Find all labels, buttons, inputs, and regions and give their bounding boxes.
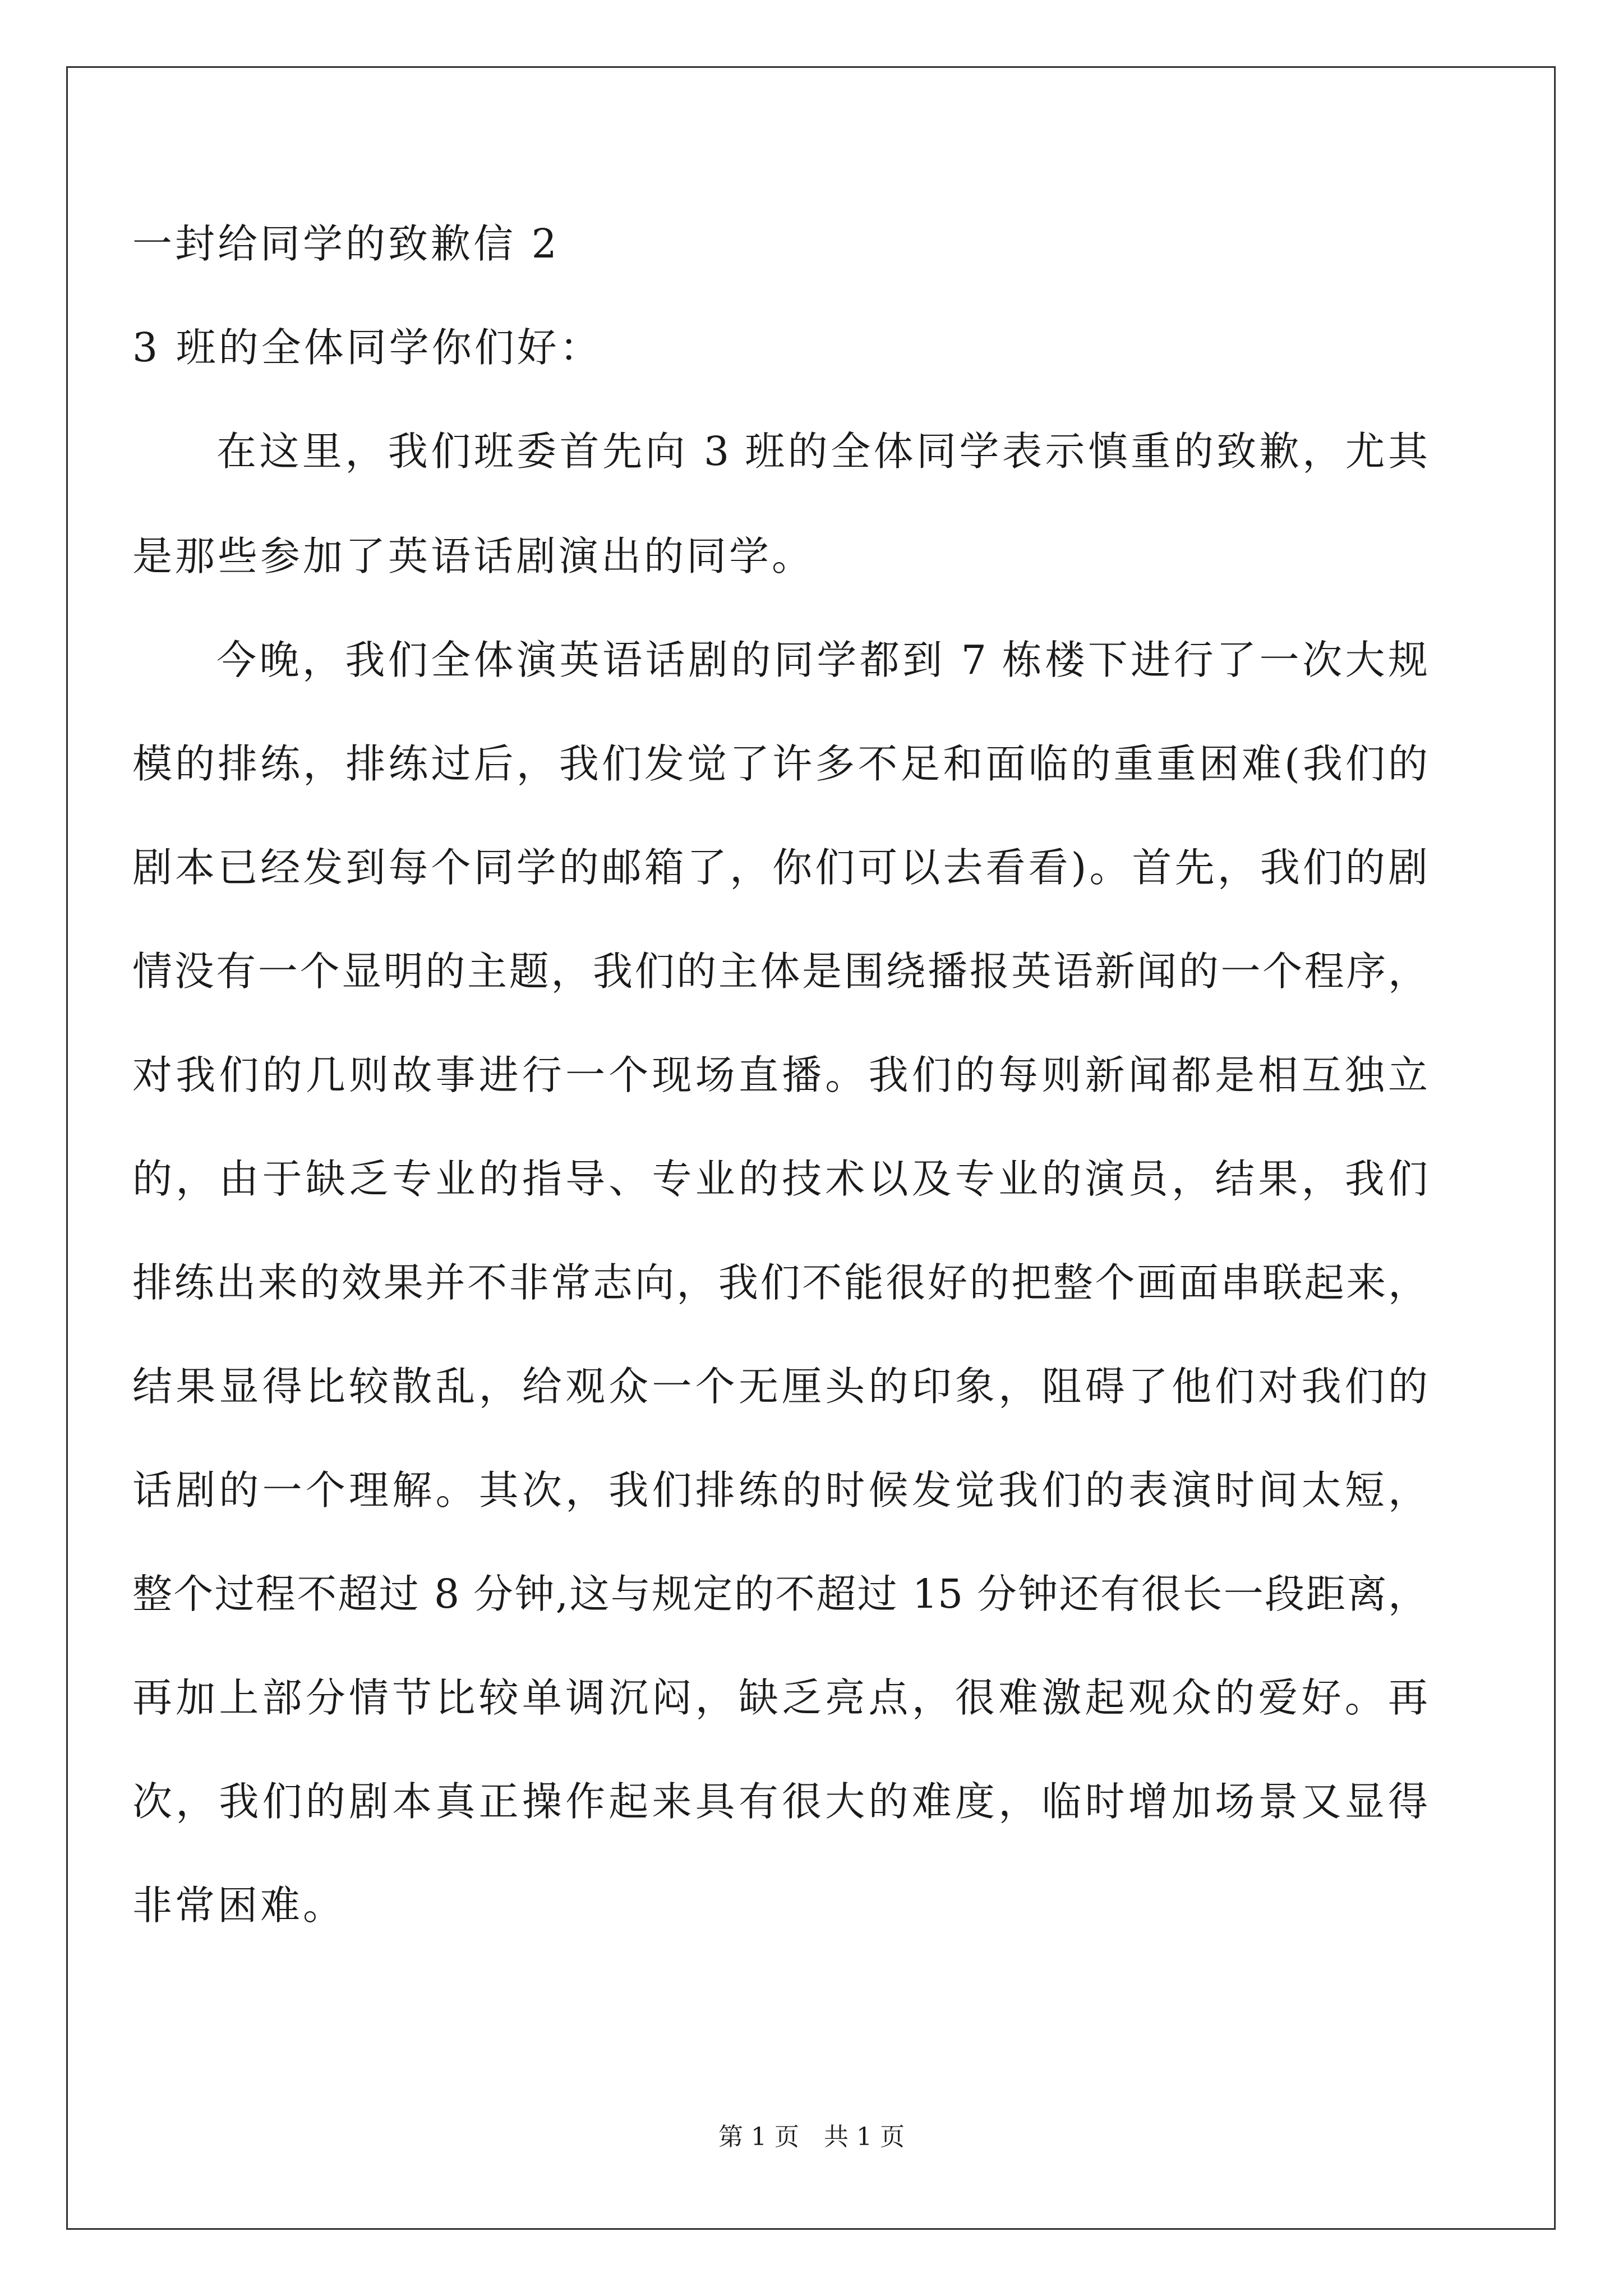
paragraph-2-line-13: 非常困难。 bbox=[132, 1882, 346, 1929]
paragraph-2-line-10: 整个过程不超过 8 分钟,这与规定的不超过 15 分钟还有很长一段距离， bbox=[132, 1571, 1428, 1617]
paragraph-2-line-1: 今晚，我们全体演英语话剧的同学都到 7 栋楼下进行了一次大规 bbox=[216, 637, 1428, 683]
paragraph-1-line-2: 是那些参加了英语话剧演出的同学。 bbox=[132, 533, 815, 579]
document-title: 一封给同学的致歉信 2 bbox=[132, 220, 560, 267]
paragraph-2-line-4: 情没有一个显明的主题，我们的主体是围绕播报英语新闻的一个程序， bbox=[132, 948, 1428, 995]
paragraph-2-line-9: 话剧的一个理解。其次，我们排练的时候发觉我们的表演时间太短， bbox=[132, 1467, 1428, 1513]
page-number: 第 1 页 共 1 页 bbox=[718, 2123, 905, 2151]
paragraph-1-line-1: 在这里，我们班委首先向 3 班的全体同学表示慎重的致歉，尤其 bbox=[216, 428, 1428, 475]
greeting: 3 班的全体同学你们好： bbox=[132, 324, 602, 371]
paragraph-2-line-12: 次，我们的剧本真正操作起来具有很大的难度，临时增加场景又显得 bbox=[132, 1778, 1428, 1825]
paragraph-2-line-3: 剧本已经发到每个同学的邮箱了，你们可以去看看)。首先，我们的剧 bbox=[132, 844, 1428, 891]
paragraph-2-line-6: 的，由于缺乏专业的指导、专业的技术以及专业的演员，结果，我们 bbox=[132, 1156, 1428, 1202]
paragraph-2-line-7: 排练出来的效果并不非常志向，我们不能很好的把整个画面串联起来， bbox=[132, 1259, 1428, 1306]
paragraph-2-line-2: 模的排练，排练过后，我们发觉了许多不足和面临的重重困难(我们的 bbox=[132, 740, 1428, 787]
paragraph-2-line-8: 结果显得比较散乱，给观众一个无厘头的印象，阻碍了他们对我们的 bbox=[132, 1363, 1428, 1410]
paragraph-2-line-11: 再加上部分情节比较单调沉闷，缺乏亮点，很难激起观众的爱好。再 bbox=[132, 1674, 1428, 1721]
paragraph-2-line-5: 对我们的几则故事进行一个现场直播。我们的每则新闻都是相互独立 bbox=[132, 1052, 1428, 1098]
